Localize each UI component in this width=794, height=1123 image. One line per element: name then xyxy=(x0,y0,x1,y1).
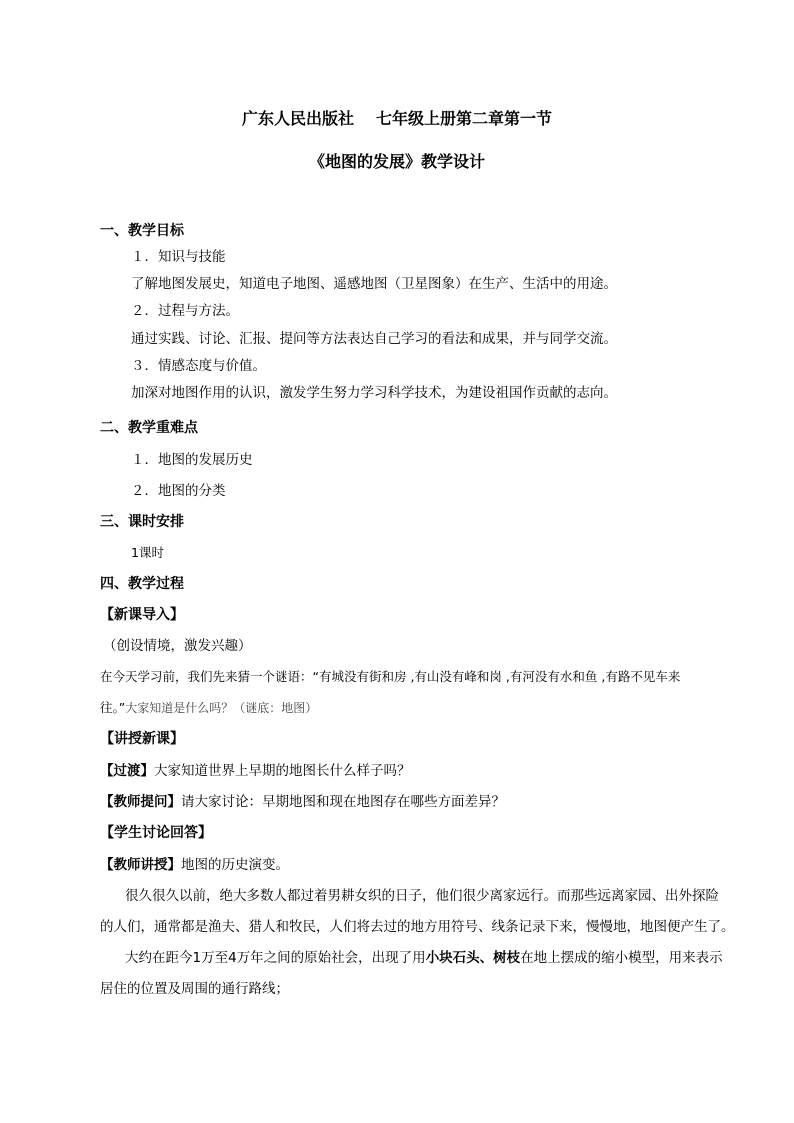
objective-item-2: ２．过程与方法。 xyxy=(131,303,239,319)
paragraph-1-line-2: 的人们，通常都是渔夫、猎人和牧民，人们将去过的地方用符号、线条记录下来，慢慢地，地图便产生了。 xyxy=(100,919,735,935)
objective-item-1-text: 了解地图发展史，知道电子地图、遥感地图（卫星图象）在生产、生活中的用途。 xyxy=(131,276,617,292)
document-subtitle: 《地图的发展》教学设计 xyxy=(308,152,485,171)
objective-item-2-text: 通过实践、讨论、汇报、提问等方法表达自己学习的看法和成果，并与同学交流。 xyxy=(131,331,617,347)
paragraph-2-line-1 xyxy=(125,948,723,968)
paragraph-2-line-2: 居住的位置及周围的通行路线； xyxy=(100,981,289,997)
section-heading-schedule: 三、课时安排 xyxy=(100,514,184,530)
paragraph-2-emphasis: 小块石头、树枝 xyxy=(425,950,521,966)
transition-text: 大家知道世界上早期的地图长什么样子吗？ xyxy=(154,763,411,779)
section-heading-objectives: 一、教学目标 xyxy=(100,223,184,239)
teacher-question-text: 请大家讨论：早期地图和现在地图存在哪些方面差异？ xyxy=(181,794,505,810)
title-publisher: 广东人民出版社 xyxy=(241,109,354,128)
riddle-line-2 xyxy=(100,698,317,718)
tag-teacher-question: 【教师提问】 xyxy=(100,794,181,810)
paragraph-2-start: 大约在距今1万至4万年之间的原始社会，出现了用 xyxy=(125,950,426,966)
transition-line xyxy=(100,761,411,781)
paragraph-2-continue: 在地上摆成的缩小模型，用来表示 xyxy=(520,950,723,966)
paragraph-1-line-1: 很久很久以前，绝大多数人都过着男耕女织的日子，他们很少离家远行。而那些远离家园、出外探险 xyxy=(125,888,719,904)
tag-new-lesson-intro: 【新课导入】 xyxy=(100,607,184,623)
objective-item-1: １．知识与技能 xyxy=(131,249,226,265)
section-heading-key-points: 二、教学重难点 xyxy=(100,420,198,436)
schedule-text: 1课时 xyxy=(131,545,164,560)
objective-item-3: ３．情感态度与价值。 xyxy=(131,358,266,374)
riddle-line-1: 在今天学习前，我们先来猜一个谜语：“有城没有街和房 ,有山没有峰和岗 ,有河没有水和鱼 ,有路不见车来 xyxy=(100,669,681,684)
objective-item-3-text: 加深对地图作用的认识，激发学生努力学习科学技术，为建设祖国作贡献的志向。 xyxy=(131,385,617,401)
teacher-lecture-line xyxy=(100,855,289,875)
tag-teacher-lecture: 【教师讲授】 xyxy=(100,857,181,873)
intro-note: （创设情境，激发兴趣） xyxy=(103,638,252,654)
title-chapter: 七年级上册第二章第一节 xyxy=(376,109,553,128)
key-point-1: １．地图的发展历史 xyxy=(131,452,253,468)
tag-transition: 【过渡】 xyxy=(100,763,154,779)
riddle-line-2-end: 往。” xyxy=(100,700,126,715)
tag-student-discussion: 【学生讨论回答】 xyxy=(100,825,212,841)
document-title xyxy=(0,106,794,129)
section-heading-process: 四、教学过程 xyxy=(100,576,184,592)
riddle-question: 大家知道是什么吗？（谜底：地图） xyxy=(125,701,318,715)
tag-new-lesson: 【讲授新课】 xyxy=(100,731,184,747)
teacher-lecture-text: 地图的历史演变。 xyxy=(181,857,289,873)
key-point-2: ２．地图的分类 xyxy=(131,483,226,499)
teacher-question-line xyxy=(100,792,505,812)
